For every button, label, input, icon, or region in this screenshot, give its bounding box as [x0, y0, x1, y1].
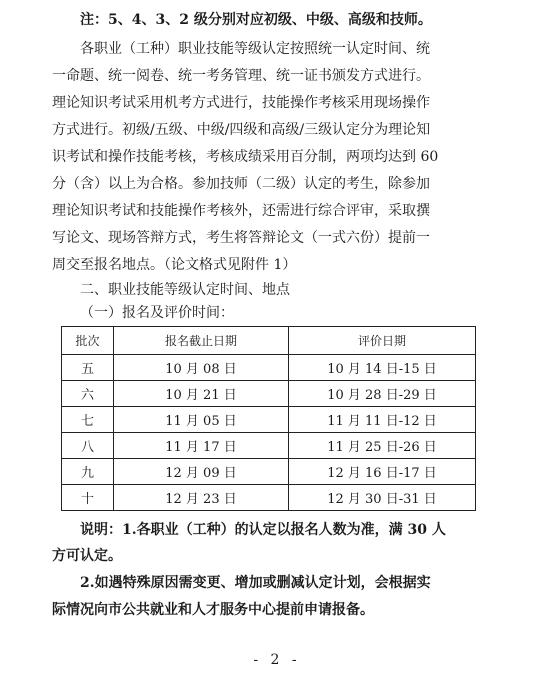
evaluation-cell: 10 月 28 日-29 日	[289, 381, 476, 407]
section-heading: 二、职业技能等级认定时间、地点	[80, 282, 290, 298]
schedule-table	[61, 326, 476, 511]
paragraph-line: 写论文、现场答辩方式，考生将答辩论文（一式六份）提前一	[52, 230, 430, 246]
batch-cell: 十	[62, 485, 114, 511]
evaluation-cell: 10 月 14 日-15 日	[289, 355, 476, 381]
batch-cell: 八	[62, 433, 114, 459]
evaluation-cell: 12 月 30 日-31 日	[289, 485, 476, 511]
paragraph-line: 各职业（工种）职业技能等级认定按照统一认定时间、统	[80, 41, 430, 57]
paragraph-line: 理论知识考试采用机考方式进行，技能操作考核采用现场操作	[52, 95, 430, 111]
deadline-cell: 12 月 09 日	[114, 459, 289, 485]
explanation-note-1-cont: 方可认定。	[52, 548, 122, 564]
paragraph-line: 识考试和操作技能考核，考核成绩采用百分制，两项均达到 60	[52, 149, 439, 165]
deadline-cell: 10 月 21 日	[114, 381, 289, 407]
page-number: - 2 -	[253, 652, 301, 668]
table-row	[62, 459, 476, 485]
paragraph-line: 周交至报名地点。（论文格式见附件 1）	[52, 257, 297, 273]
table-row	[62, 485, 476, 511]
batch-cell: 九	[62, 459, 114, 485]
table-row	[62, 355, 476, 381]
deadline-cell: 11 月 17 日	[114, 433, 289, 459]
header-registration-deadline: 报名截止日期	[114, 327, 289, 355]
grade-note: 注：5、4、3、2 级分别对应初级、中级、高级和技师。	[80, 12, 432, 28]
explanation-note-2-cont: 际情况向市公共就业和人才服务中心提前申请报备。	[52, 602, 374, 618]
paragraph-line: 一命题、统一阅卷、统一考务管理、统一证书颁发方式进行。	[52, 68, 430, 84]
evaluation-cell: 11 月 11 日-12 日	[289, 407, 476, 433]
deadline-cell: 11 月 05 日	[114, 407, 289, 433]
paragraph-line: 方式进行。初级/五级、中级/四级和高级/三级认定分为理论知	[52, 122, 431, 138]
deadline-cell: 12 月 23 日	[114, 485, 289, 511]
paragraph-line: 分（含）以上为合格。参加技师（二级）认定的考生，除参加	[52, 176, 430, 192]
subsection-heading: （一）报名及评价时间：	[80, 305, 234, 321]
explanation-note-2: 2.如遇特殊原因需变更、增加或删减认定计划，会根据实	[80, 575, 431, 591]
table-row	[62, 381, 476, 407]
evaluation-cell: 12 月 16 日-17 日	[289, 459, 476, 485]
paragraph-line: 理论知识考试和技能操作考核外，还需进行综合评审，采取撰	[52, 203, 430, 219]
header-batch: 批次	[62, 327, 114, 355]
batch-cell: 五	[62, 355, 114, 381]
batch-cell: 六	[62, 381, 114, 407]
header-evaluation-date: 评价日期	[289, 327, 476, 355]
deadline-cell: 10 月 08 日	[114, 355, 289, 381]
table-row	[62, 433, 476, 459]
table-row	[62, 407, 476, 433]
evaluation-cell: 11 月 25 日-26 日	[289, 433, 476, 459]
table-header-row	[62, 327, 476, 355]
batch-cell: 七	[62, 407, 114, 433]
explanation-note-1: 说明：1.各职业（工种）的认定以报名人数为准，满 30 人	[80, 522, 446, 538]
